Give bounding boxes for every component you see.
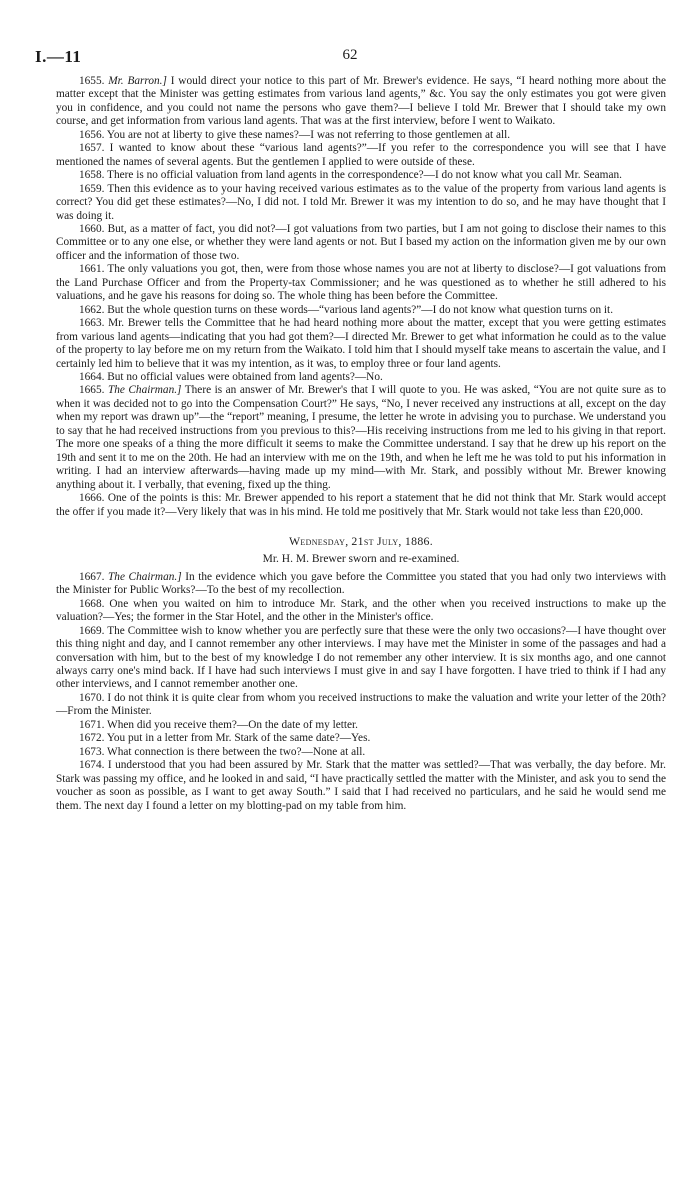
question-paragraph [56, 746, 666, 759]
question-text: The Committee wish to know whether you are perfectly sure that these were the only two occasions?—I have thought over this thing night and day, and I cannot remember any other interviews. I may have met the Minister in some of the passages and had a conversation with him, but to the best of my knowledge I do not remember any other interview. It is six months ago, and one cannot always carry one's mind back. If I have had such interviews I must give in and say I have forgotten. I have tried to think if I had any other interviews, and I cannot remember another one. [56, 624, 667, 691]
question-number: 1658. [79, 169, 105, 182]
question-number: 1661. [79, 263, 105, 276]
question-paragraph [56, 371, 666, 384]
question-text: One of the points is this: Mr. Brewer appended to his report a statement that he did not think that Mr. Stark would accept the offer if you made it?—Very likely that was in his mind. He told me positively that Mr. Stark would not take less than £20,000. [56, 492, 666, 518]
question-text: I would direct your notice to this part of Mr. Brewer's evidence. He says, “I heard nothing more about the matter except that the Minister was getting estimates from various land agents,” &c. You say the only estimates you got were given you in confidence, and you could not name the persons who gave them?—I believe I told Mr. Brewer that I should take my own course, and get information from various land agents. That was at the first interview, before I went to Waikato. [56, 75, 666, 128]
question-number: 1668. [79, 597, 105, 610]
question-number: 1669. [79, 624, 105, 637]
question-text: Then this evidence as to your having received various estimates as to the value of the property from various land agents is correct? You did get these estimates?—No, I did not. I told Mr. Brewer it was my intention to do so, and he may have thought that I was doing it. [56, 182, 667, 222]
question-text: When did you receive them?—On the date of my letter. [107, 718, 358, 731]
question-number: 1673. [79, 745, 105, 758]
speaker-name: The Chairman.] [107, 384, 182, 397]
question-number: 1663. [79, 317, 105, 330]
question-paragraph [56, 759, 666, 813]
question-number: 1670. [79, 691, 105, 704]
question-text: Mr. Brewer tells the Committee that he had heard nothing more about the matter, except that you were getting estimates from various land agents—indicating that you had got them?—I directed Mr. Brewer to get what information he could as to the value of the property to lay before me on my return from the Waikato. I told him that I should myself take means to ascertain the value, and I certainly led him to believe that it was my intention, as it was, to employ three or four land agents. [56, 317, 666, 370]
question-text: One when you waited on him to introduce Mr. Stark, and the other when you received instructions to make up the valuation?—Yes; the former in the Star Hotel, and the other in the Minister's office. [56, 597, 667, 624]
question-text: You are not at liberty to give these names?—I was not referring to those gentlemen at all. [106, 128, 511, 141]
question-number: 1674. [79, 759, 105, 772]
question-paragraph [56, 571, 666, 598]
question-text: In the evidence which you gave before the Committee you stated that you had only two interviews with the Minister for Public Works?—To the best of my recollection. [56, 570, 667, 597]
question-paragraph [56, 732, 666, 745]
question-text: There is no official valuation from land agents in the correspondence?—I do not know what you call Mr. Seaman. [107, 169, 622, 182]
speaker-name: Mr. Barron.] [108, 75, 167, 87]
question-paragraph [56, 223, 666, 263]
question-paragraph [56, 719, 666, 732]
question-paragraph [56, 183, 666, 223]
document-body [56, 75, 666, 813]
question-text: What connection is there between the two?—None at all. [107, 745, 366, 758]
question-text: There is an answer of Mr. Brewer's that I will quote to you. He was asked, “You are not quite sure as to when it was decided not to go into the Compensation Court?” He says, “No, I never received any instructions at all, except on the day when my report was drawn up”—the “report” meaning, I presume, the letter he wrote in advising you to purchase. We understand you to say that he had received instructions from you previous to this?—His receiving instructions from me led to his giving in that report. The more one speaks of a thing the more difficult it seems to make the Committee understand. I say that he drew up his report on the 19th and sent it to me on the 20th. He had an interview with me on the 19th, and when he left me he was told to put his information in writing. I had an interview afterwards—having made up my mind—with Mr. Stark, and possibly without Mr. Brewer knowing anything about it. I verbally, that evening, fixed up the thing. [56, 384, 666, 491]
question-number: 1655. [79, 75, 105, 87]
question-text: You put in a letter from Mr. Stark of the same date?—Yes. [106, 732, 371, 745]
question-paragraph [56, 142, 666, 169]
question-paragraph [56, 492, 666, 519]
page-reference: I.—11 [35, 47, 82, 66]
question-paragraph [56, 384, 666, 492]
question-paragraph [56, 598, 666, 625]
question-number: 1660. [79, 222, 105, 235]
witness-heading [56, 553, 666, 566]
evidence-section-2 [56, 571, 666, 813]
question-paragraph [56, 129, 666, 142]
question-paragraph [56, 75, 666, 129]
question-text: But, as a matter of fact, you did not?—I got valuations from two parties, but I am not going to disclose their names to this Committee or to any one else, or whether they were land agents or not. But I based my action on the information given me by our own officer and the information of those two. [56, 222, 666, 262]
question-text: But no official values were obtained from land agents?—No. [107, 370, 383, 383]
evidence-section-1 [56, 75, 666, 519]
question-number: 1656. [79, 128, 105, 141]
question-text: I understood that you had been assured by Mr. Stark that the matter was settled?—That was verbally, the day before. Mr. Stark was passing my office, and he looked in and said, “I have practically settled the matter with the Minister, and ask you to send the voucher as soon as possible, as I want to get away South.” I said that I had received no particulars, and he said he would send me them. The next day I found a letter on my blotting-pad on my table from him. [56, 759, 666, 812]
question-number: 1659. [79, 182, 105, 195]
question-number: 1664. [79, 370, 105, 383]
date-value: 21st July, 1886. [351, 533, 433, 548]
question-text: But the whole question turns on these words—“various land agents?”—I do not know what question turns on it. [107, 303, 614, 316]
date-weekday: Wednesday, [289, 533, 349, 548]
page-number: 62 [342, 47, 358, 63]
speaker-name: The Chairman.] [108, 570, 182, 583]
question-number: 1672. [79, 732, 105, 745]
question-text: The only valuations you got, then, were from those whose names you are not at liberty to disclose?—I got valuations from the Land Purchase Officer and from the Property-tax Commissioner; and he was questioned as to whether he still adhered to his valuations, and he gave his reasons for doing so. The whole thing has been before the Committee. [56, 263, 667, 303]
question-paragraph [56, 692, 666, 719]
question-paragraph [56, 263, 666, 303]
question-paragraph [56, 169, 666, 182]
question-number: 1666. [79, 492, 105, 505]
question-paragraph [56, 304, 666, 317]
question-text: I do not think it is quite clear from whom you received instructions to make the valuation and write your letter of the 20th?—From the Minister. [56, 691, 666, 718]
witness-status: sworn and re-examined. [348, 553, 460, 566]
question-number: 1657. [79, 142, 105, 155]
witness-name: Mr. H. M. Brewer [262, 553, 346, 566]
question-text: I wanted to know about these “various land agents?”—If you refer to the correspondence you will see that I have mentioned the names of several agents. But the gentlemen I applied to were outside of these. [56, 142, 667, 168]
question-number: 1662. [79, 303, 105, 316]
question-number: 1665. [79, 384, 105, 397]
question-paragraph [56, 625, 666, 692]
question-paragraph [56, 317, 666, 371]
question-number: 1671. [79, 718, 105, 731]
question-number: 1667. [79, 570, 105, 583]
date-heading [56, 535, 666, 548]
